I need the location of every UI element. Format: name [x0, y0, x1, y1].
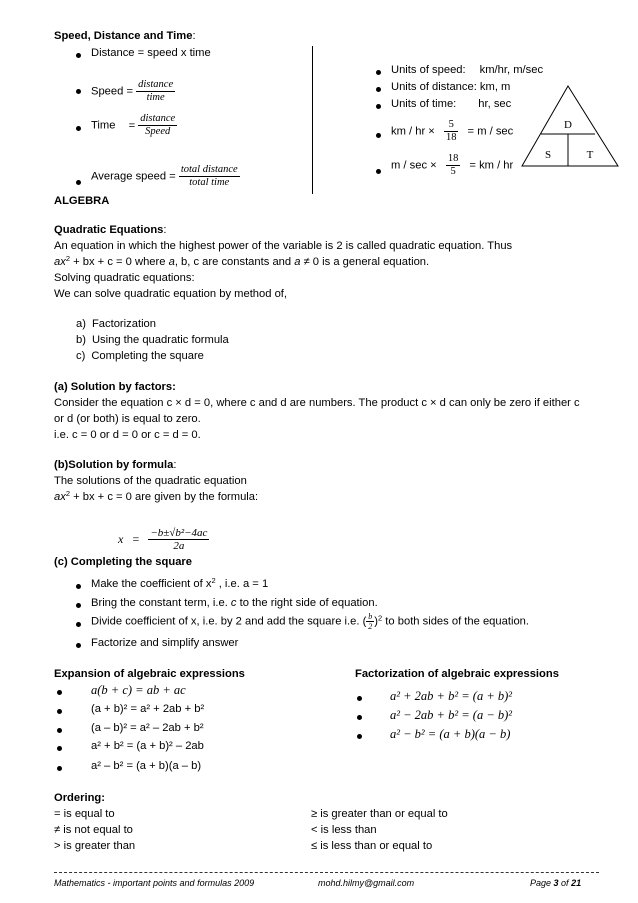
- bullet-dot: [357, 734, 362, 739]
- quadratic-heading: Quadratic Equations:: [54, 224, 167, 236]
- method-label: We can solve quadratic equation by method of,: [54, 288, 288, 300]
- triangle-label-s: S: [544, 149, 552, 161]
- bullet-dot: [76, 584, 81, 589]
- triangle-label-d: D: [564, 119, 572, 131]
- footer-divider: [54, 872, 599, 873]
- expansion-item: (a – b)² = a² – 2ab + b²: [91, 722, 204, 734]
- completing-heading: (c) Completing the square: [54, 556, 192, 568]
- average-speed-formula: Average speed = $\frac{\text{total distance}}{\text{total time}}$: [91, 164, 238, 188]
- factors-text: or d (or both) is equal to zero.: [54, 413, 201, 425]
- bullet-dot: [76, 643, 81, 648]
- bullet-dot: [57, 728, 62, 733]
- footer-page-number: Page 3 of 21: [530, 878, 582, 888]
- method-item: a) Factorization: [76, 318, 156, 330]
- kmhr-conversion: km / hr × $\frac{5}{18}$ = m / sec: [391, 119, 514, 143]
- speed-heading: Speed, Distance and Time:: [54, 30, 196, 42]
- ordering-item: = is equal to: [54, 808, 115, 820]
- footer-title: Mathematics - important points and formulas 2009: [54, 878, 255, 888]
- expansion-item: a² + b² = (a + b)² – 2ab: [91, 740, 204, 752]
- ordering-item: ≥ is greater than or equal to: [311, 808, 448, 820]
- ordering-item: > is greater than: [54, 840, 136, 852]
- column-divider: [312, 46, 313, 194]
- bullet-dot: [57, 766, 62, 771]
- bullet-dot: [76, 53, 81, 58]
- ordering-heading: Ordering:: [54, 792, 105, 804]
- factorization-heading: Factorization of algebraic expressions: [355, 668, 559, 680]
- algebra-title: ALGEBRA: [54, 195, 110, 207]
- expansion-heading: Expansion of algebraic expressions: [54, 668, 245, 680]
- expansion-item: a(b + c) = ab + ac: [91, 683, 186, 697]
- factorization-item: a² − b² = (a + b)(a − b): [390, 727, 511, 741]
- completing-step: Divide coefficient of x, i.e. by 2 and add the square i.e. ( $\frac{b}{2}$ )$^2$ to both sides of the equation.: [91, 612, 529, 631]
- units-distance: Units of distance: km, m: [391, 81, 511, 93]
- units-time: Units of time: hr, sec: [391, 98, 512, 110]
- method-item: b) Using the quadratic formula: [76, 334, 229, 346]
- bullet-dot: [376, 133, 381, 138]
- solving-label: Solving quadratic equations:: [54, 272, 195, 284]
- triangle-label-t: T: [586, 149, 594, 161]
- ordering-item: < is less than: [311, 824, 377, 836]
- method-item: c) Completing the square: [76, 350, 204, 362]
- factors-heading: (a) Solution by factors:: [54, 381, 176, 393]
- expansion-item: (a + b)² = a² + 2ab + b²: [91, 703, 205, 715]
- footer-email: mohd.hilmy@gmail.com: [318, 878, 415, 888]
- bullet-dot: [76, 603, 81, 608]
- quadratic-formula: x = $\frac{\text{−b±√b²−4ac}}{2a}$: [118, 527, 208, 552]
- bullet-dot: [76, 180, 81, 185]
- completing-step: Make the coefficient of $x^2$ , i.e. a = 1: [91, 576, 269, 590]
- factors-text: i.e. c = 0 or d = 0 or c = d = 0.: [54, 429, 201, 441]
- factorization-item: a² + 2ab + b² = (a + b)²: [390, 689, 513, 703]
- distance-formula: Distance = speed x time: [91, 47, 211, 59]
- bullet-dot: [76, 126, 81, 131]
- factors-text: Consider the equation c × d = 0, where c and d are numbers. The product c × d can only be zero if either c: [54, 397, 580, 409]
- bullet-dot: [376, 87, 381, 92]
- formula-text: The solutions of the quadratic equation: [54, 475, 247, 487]
- quadratic-general-form: $ax^2$ + bx + c = 0 where a, b, c are constants and a ≠ 0 is a general equation.: [54, 254, 430, 268]
- bullet-dot: [376, 169, 381, 174]
- completing-step: Factorize and simplify answer: [91, 637, 239, 649]
- msec-conversion: m / sec × $\frac{18}{5}$ = km / hr: [391, 153, 514, 177]
- factorization-item: a² − 2ab + b² = (a − b)²: [390, 708, 513, 722]
- speed-formula: Speed = $\frac{\text{distance}}{\text{time}}$: [91, 79, 174, 103]
- expansion-item: a² – b² = (a + b)(a – b): [91, 760, 202, 772]
- formula-text: $ax^2$ + bx + c = 0 are given by the formula:: [54, 489, 259, 503]
- time-formula: Time = $\frac{\text{distance}}{\text{Speed}}$: [91, 113, 176, 137]
- ordering-item: ≤ is less than or equal to: [311, 840, 433, 852]
- bullet-dot: [57, 690, 62, 695]
- units-speed: Units of speed: km/hr, m/sec: [391, 64, 544, 76]
- bullet-dot: [57, 746, 62, 751]
- quadratic-definition: An equation in which the highest power of the variable is 2 is called quadratic equation. Thus: [54, 240, 513, 252]
- bullet-dot: [76, 622, 81, 627]
- bullet-dot: [57, 709, 62, 714]
- bullet-dot: [357, 696, 362, 701]
- formula-heading: (b)Solution by formula:: [54, 459, 177, 471]
- completing-step: Bring the constant term, i.e. c to the right side of equation.: [91, 597, 378, 609]
- bullet-dot: [357, 715, 362, 720]
- bullet-dot: [76, 89, 81, 94]
- bullet-dot: [376, 104, 381, 109]
- bullet-dot: [376, 70, 381, 75]
- dst-triangle: [520, 84, 620, 168]
- ordering-item: ≠ is not equal to: [54, 824, 133, 836]
